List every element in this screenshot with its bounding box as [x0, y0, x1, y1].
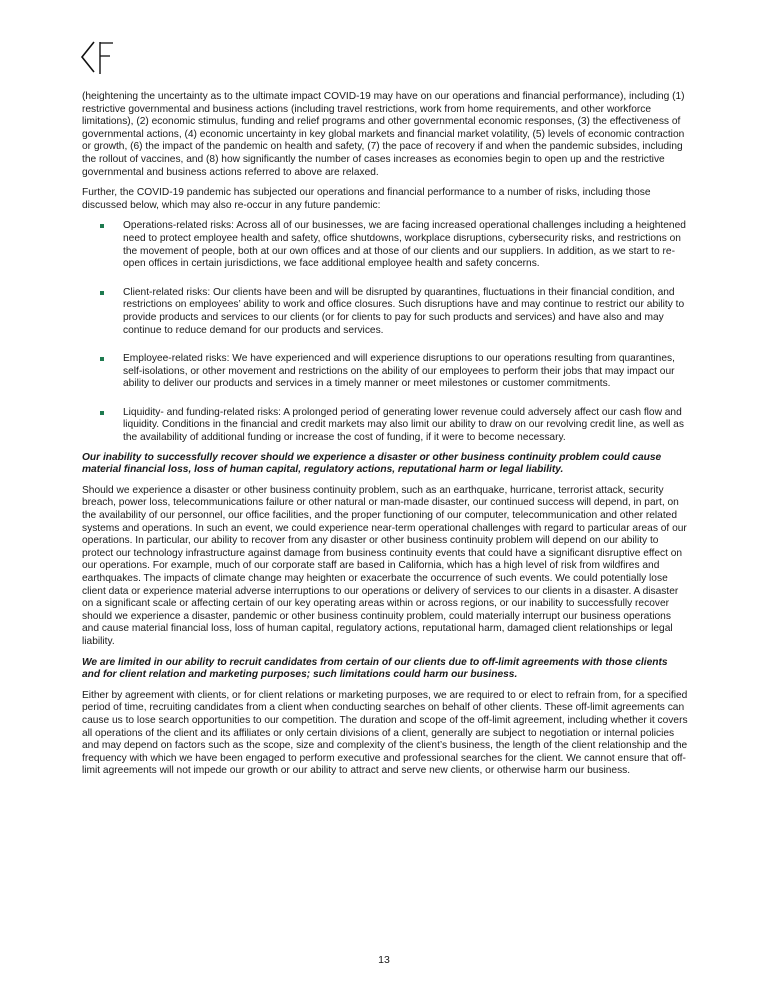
recruit-paragraph: Either by agreement with clients, or for client relations or marketing purposes, we are required to or elect to refrain from, for a specified period of time, recruiting candidates from a client when conducting searches on behalf of other clients. These off-limit agreements can cause us to lose search opportunities to our competition. The duration and scope of the off-limit agreement, including whether it covers all operations of the client and its affiliates or only certain divisions of a client, generally are subject to negotiation or internal policies and may depend on factors such as the scope, size and complexity of the client’s business, the length of the client relationship and the frequency with which we have been engaged to perform executive and professional searches for the client. We cannot ensure that off-limit agreements will not impede our growth or our ability to attract and serve new clients, or otherwise harm our business.	[82, 689, 688, 777]
bullet-square-icon	[100, 411, 104, 415]
page-content	[82, 91, 688, 786]
page-number: 13	[378, 954, 390, 966]
disaster-paragraph: Should we experience a disaster or other business continuity problem, such as an earthquake, hurricane, terrorist attack, security breach, power loss, telecommunications failure or other natural or man-made disaster, our continued success will depend, in part, on the availability of our personnel, our office facilities, and the proper functioning of our computer, telecommunication and other related systems and operations. In such an event, we could experience near-term operational challenges with regard to particular areas of our operations. In particular, our ability to recover from any disaster or other business continuity problem will depend on our ability to protect our technology infrastructure against damage from business continuity events that could have a significant disruptive effect on our operations. For example, much of our corporate staff are based in California, which has a high level of risk from wildfires and earthquakes. The impacts of climate change may heighten or exacerbate the occurrence of such events. We could potentially lose client data or experience material adverse interruptions to our operations or delivery of services to our clients in a disaster. A disaster on a significant scale or affecting certain of our key operating areas within or across regions, or our inability to successfully recover should we experience a disaster, pandemic or other business continuity problem, could materially interrupt our business operations and cause material financial loss, loss of human capital, regulatory actions, reputational harm, damaged client relationships or legal liability.	[82, 484, 687, 647]
risk-text: Employee-related risks: We have experienced and will experience disruptions to our operations resulting from quarantines, self-isolations, or other movement and restrictions on the ability of our employees to perform their jobs that may impact our ability to deliver our products and services in a timely manner or meet milestones or customer commitments.	[123, 353, 675, 390]
risk-list	[82, 220, 688, 444]
bullet-square-icon	[100, 357, 104, 361]
bullet-square-icon	[100, 224, 104, 228]
risk-item-operations	[82, 220, 688, 270]
risk-item-client	[82, 287, 688, 337]
risk-item-employee	[82, 353, 688, 391]
risk-text: Operations-related risks: Across all of our businesses, we are facing increased operational challenges including a heightened need to protect employee health and safety, office shutdowns, workplace disruptions, cybersecurity risks, and restrictions on the movement of people, both at our own offices and at those of our clients and our suppliers. In addition, as we start to re-open offices in certain jurisdictions, we face additional employee health and safety concerns.	[123, 220, 686, 270]
section-heading-disaster: Our inability to successfully recover should we experience a disaster or other business continuity problem could cause material financial loss, loss of human capital, regulatory actions, reputational harm or legal liability.	[82, 451, 662, 476]
risk-text: Client-related risks: Our clients have been and will be disrupted by quarantines, fluctuations in their financial condition, and restrictions on employees’ ability to work and office closures. Such disruptions have and may continue to restrict our ability to provide products and services to our clients (or for clients to pay for such products and services) and have also and may continue to reduce demand for our products and services.	[123, 286, 685, 336]
section-heading-recruit: We are limited in our ability to recruit candidates from certain of our clients due to off-limit agreements with those clients and for client relation and marketing purposes; such limitations could harm our business.	[82, 656, 668, 681]
risk-item-liquidity	[82, 407, 688, 445]
bullet-square-icon	[100, 291, 104, 295]
risk-text: Liquidity- and funding-related risks: A prolonged period of generating lower revenue could adversely affect our cash flow and liquidity. Conditions in the financial and credit markets may also limit our ability to draw on our revolving credit line, as well as the availability of additional funding or increase the cost of funding, if it were to become necessary.	[123, 406, 684, 444]
intro-paragraph: (heightening the uncertainty as to the ultimate impact COVID-19 may have on our operations and financial performance), including (1) restrictive governmental and business actions (including travel restrictions, work from home requirements, and other workforce limitations), (2) economic stimulus, funding and relief programs and other governmental economic responses, (3) the effectiveness of governmental actions, (4) economic uncertainty in key global markets and financial market volatility, (5) levels of economic contraction or growth, (6) the impact of the pandemic on health and safety, (7) the pace of recovery if and when the pandemic subsides, including the rollout of vaccines, and (8) how significantly the number of cases increases as economies begin to open up and the restrictive governmental and business actions referred to above are relaxed.	[82, 91, 685, 178]
kf-logo-icon	[80, 40, 128, 76]
further-paragraph: Further, the COVID-19 pandemic has subjected our operations and financial performance to a number of risks, including those discussed below, which may also re-occur in any future pandemic:	[82, 187, 651, 211]
